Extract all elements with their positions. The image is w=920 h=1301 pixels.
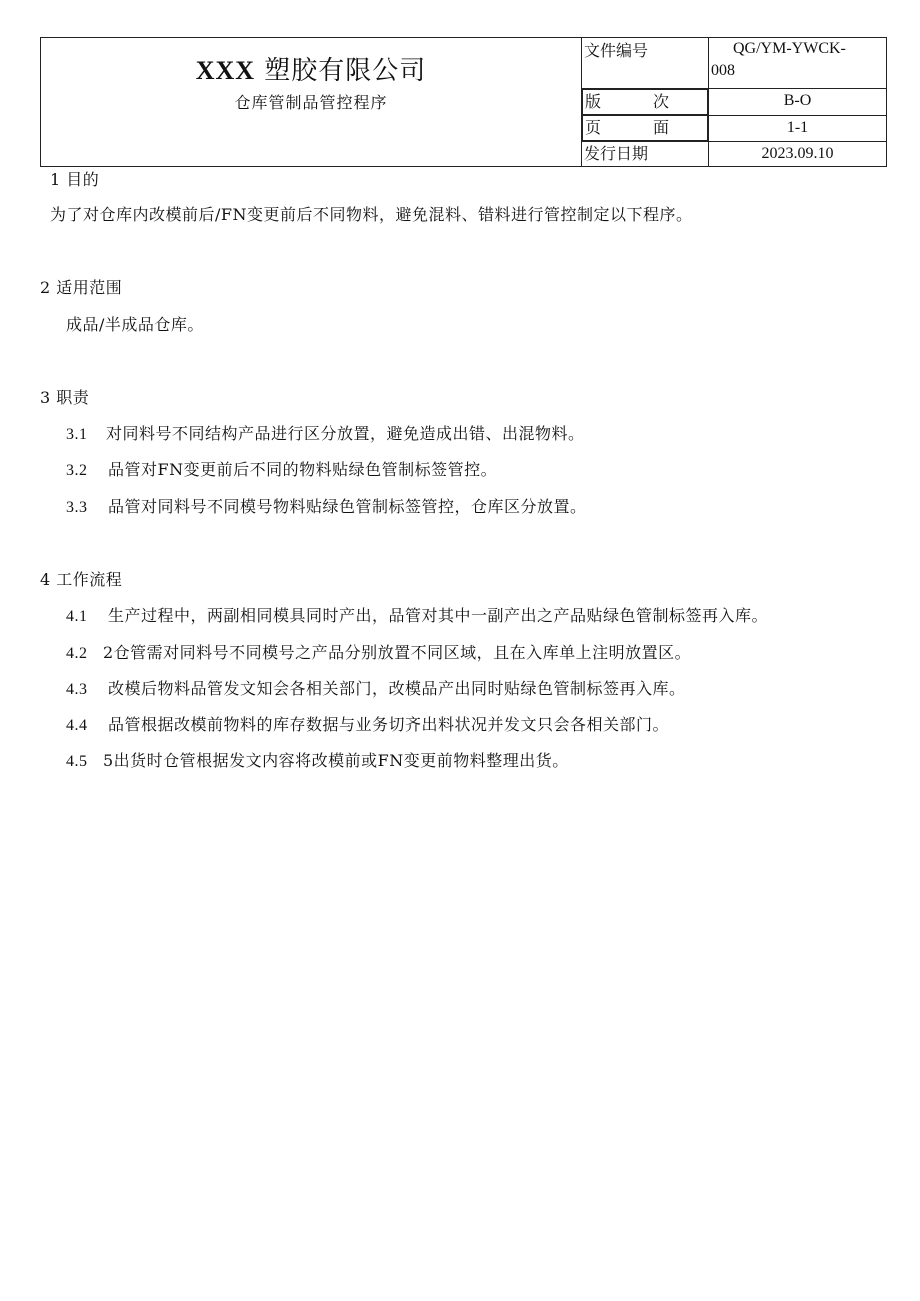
- item-number: 3.2: [66, 462, 88, 479]
- item-text: 品管对同料号不同模号物料贴绿色管制标签管控，仓库区分放置。: [108, 497, 587, 516]
- item-number: 3.1: [66, 426, 88, 443]
- version-label-b: 次: [652, 92, 669, 111]
- item-number: 3.3: [66, 499, 88, 516]
- list-item: [66, 748, 569, 771]
- section-3-title: 3 职责: [40, 388, 90, 407]
- item-number: 4.1: [66, 608, 88, 625]
- item-text: 对同料号不同结构产品进行区分放置，避免造成出错、出混物料。: [106, 424, 585, 443]
- page-label-b: 面: [652, 118, 669, 137]
- document-header-table: [40, 37, 887, 167]
- item-number: 4.2: [66, 645, 88, 662]
- item-number: 4.3: [66, 681, 88, 698]
- item-text: 生产过程中，两副相同模具同时产出，品管对其中一副产出之产品贴绿色管制标签再入库。: [108, 606, 769, 625]
- section-2-text: 成品/半成品仓库。: [66, 315, 204, 334]
- list-item: [66, 640, 691, 663]
- page-label: [582, 115, 708, 141]
- section-4-title: 4 工作流程: [40, 570, 123, 589]
- file-number-value-line1: QG/YM-YWCK-: [733, 40, 846, 57]
- list-item: [66, 676, 686, 699]
- document-title: 仓库管制品管控程序: [234, 93, 388, 112]
- version-value: B-O: [709, 89, 887, 116]
- version-label-a: 版: [585, 92, 602, 111]
- company-name: [41, 50, 581, 87]
- item-text: 2仓管需对同料号不同模号之产品分别放置不同区域，且在入库单上注明放置区。: [103, 643, 692, 662]
- section-1-title: 1 目的: [50, 170, 100, 189]
- section-2-title: 2 适用范围: [40, 278, 123, 297]
- list-item: [66, 712, 669, 735]
- list-item: [66, 494, 587, 517]
- item-text: 改模后物料品管发文知会各相关部门，改模品产出同时贴绿色管制标签再入库。: [108, 679, 686, 698]
- list-item: [66, 457, 497, 480]
- company-name-text: 塑胶有限公司: [264, 56, 427, 86]
- file-number-value: [709, 38, 887, 89]
- file-number-value-line2: 008: [711, 62, 735, 79]
- list-item: [66, 603, 768, 626]
- item-text: 品管对FN变更前后不同的物料贴绿色管制标签管控。: [108, 460, 498, 479]
- item-text: 品管根据改模前物料的库存数据与业务切齐出料状况并发文只会各相关部门。: [108, 715, 670, 734]
- issue-date-label: 发行日期: [582, 142, 709, 167]
- issue-date-value: 2023.09.10: [709, 142, 887, 167]
- file-number-label: 文件编号: [582, 38, 709, 89]
- company-prefix: XXX: [195, 56, 256, 85]
- page-label-a: 页: [585, 118, 602, 137]
- company-cell: [41, 38, 582, 167]
- item-number: 4.4: [66, 717, 88, 734]
- item-text: 5出货时仓管根据发文内容将改模前或FN变更前物料整理出货。: [103, 751, 569, 770]
- version-label: [582, 89, 708, 115]
- page-value: 1-1: [709, 115, 887, 142]
- item-number: 4.5: [66, 753, 88, 770]
- section-1-text: 为了对仓库内改模前后/FN变更前后不同物料，避免混料、错料进行管控制定以下程序。: [50, 205, 693, 224]
- list-item: [66, 421, 585, 444]
